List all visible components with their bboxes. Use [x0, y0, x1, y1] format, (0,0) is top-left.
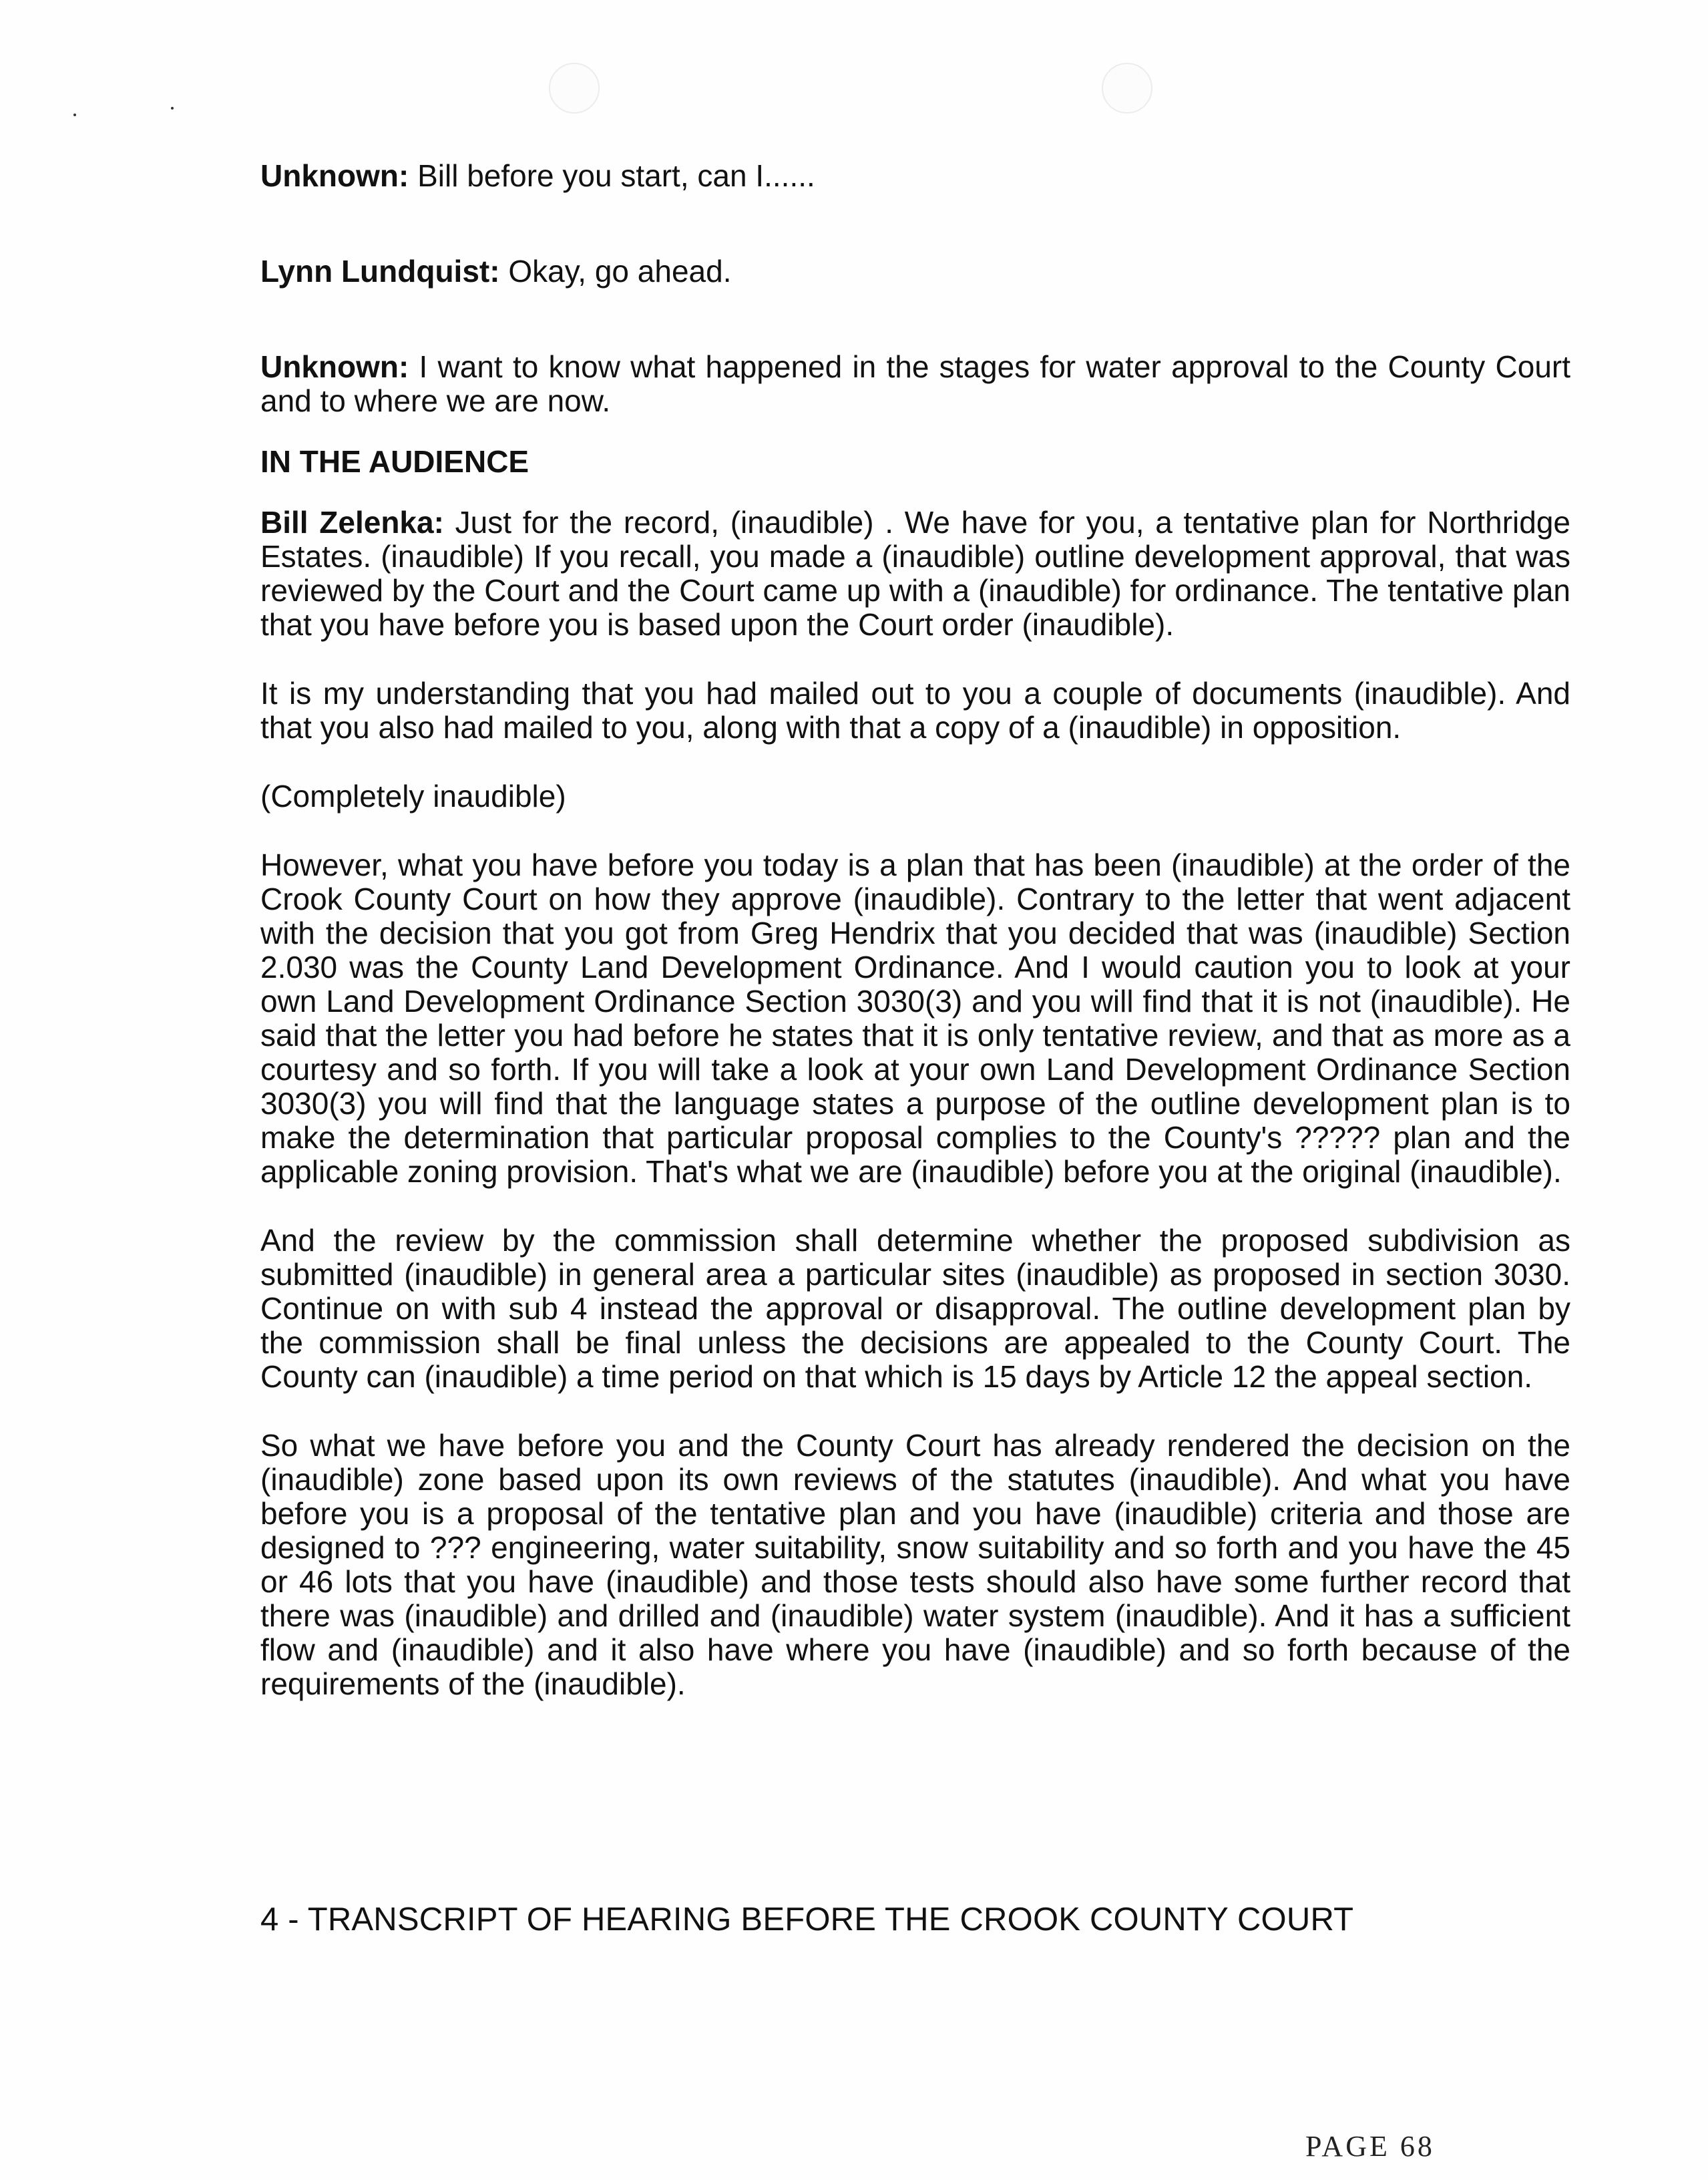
speech-text: I want to know what happened in the stages for water approval to the County Court and to where we are now.	[260, 349, 1570, 418]
speaker-name: Unknown:	[260, 349, 409, 384]
speech-text: Okay, go ahead.	[508, 254, 732, 289]
transcript-body	[260, 159, 1570, 1736]
speaker-name: Lynn Lundquist:	[260, 254, 500, 289]
speaker-name: Unknown:	[260, 158, 409, 193]
transcript-entry	[260, 350, 1570, 418]
speaker-name: Bill Zelenka:	[260, 505, 444, 540]
section-heading: IN THE AUDIENCE	[260, 444, 529, 479]
body-paragraph: So what we have before you and the County Court has already rendered the decision on the (inaudible) zone based upon its own reviews of the statutes (inaudible). And what you have before you is a proposal of the tentative plan and you have (inaudible) criteria and those are designed to ??? engineering, water suitability, snow suitability and so forth and you have the 45 or 46 lots that you have (inaudible) and those tests should also have some further record that there was (inaudible) and drilled and (inaudible) water system (inaudible). And it has a sufficient flow and (inaudible) and it also have where you have (inaudible) and so forth because of the requirements of the (inaudible).	[260, 1428, 1570, 1701]
body-paragraph: It is my understanding that you had mailed out to you a couple of documents (inaudible). And that you also had mailed to you, along with that a copy of a (inaudible) in opposition.	[260, 676, 1570, 745]
scan-speck	[73, 114, 76, 116]
punch-hole-right	[1102, 63, 1152, 114]
body-paragraph: However, what you have before you today is a plan that has been (inaudible) at the order of the Crook County Court on how they approve (inaudible). Contrary to the letter that went adjacent with the decision that you got from Greg Hendrix that you decided that was (inaudible) Section 2.030 was the County Land Development Ordinance. And I would caution you to look at your own Land Development Ordinance Section 3030(3) and you will find that it is not (inaudible). He said that the letter you had before he states that it is only tentative review, and that as more as a courtesy and so forth. If you will take a look at your own Land Development Ordinance Section 3030(3) you will find that the language states a purpose of the outline development plan is to make the determination that particular proposal complies to the County's ????? plan and the applicable zoning provision. That's what we are (inaudible) before you at the original (inaudible).	[260, 848, 1570, 1189]
page-number: PAGE 68	[1305, 2130, 1435, 2163]
transcript-entry	[260, 159, 1570, 193]
document-footer-title: 4 - TRANSCRIPT OF HEARING BEFORE THE CROOK COUNTY COURT	[260, 1901, 1354, 1938]
body-paragraph: (Completely inaudible)	[260, 779, 566, 813]
body-paragraph: And the review by the commission shall determine whether the proposed subdivision as submitted (inaudible) in general area a particular sites (inaudible) as proposed in section 3030. Continue on with sub 4 instead the approval or disapproval. The outline development plan by the commission shall be final unless the decisions are appealed to the County Court. The County can (inaudible) a time period on that which is 15 days by Article 12 the appeal section.	[260, 1223, 1570, 1394]
speech-text: Just for the record, (inaudible) . We have for you, a tentative plan for Northridge Estates. (inaudible) If you recall, you made a (inaudible) outline development approval, that was reviewed by the Court and the Court came up with a (inaudible) for ordinance. The tentative plan that you have before you is based upon the Court order (inaudible).	[260, 505, 1571, 642]
punch-hole-left	[549, 63, 600, 114]
speech-text: Bill before you start, can I......	[417, 158, 815, 193]
transcript-entry	[260, 254, 1570, 289]
transcript-entry	[260, 506, 1570, 642]
scan-speck	[171, 107, 174, 110]
